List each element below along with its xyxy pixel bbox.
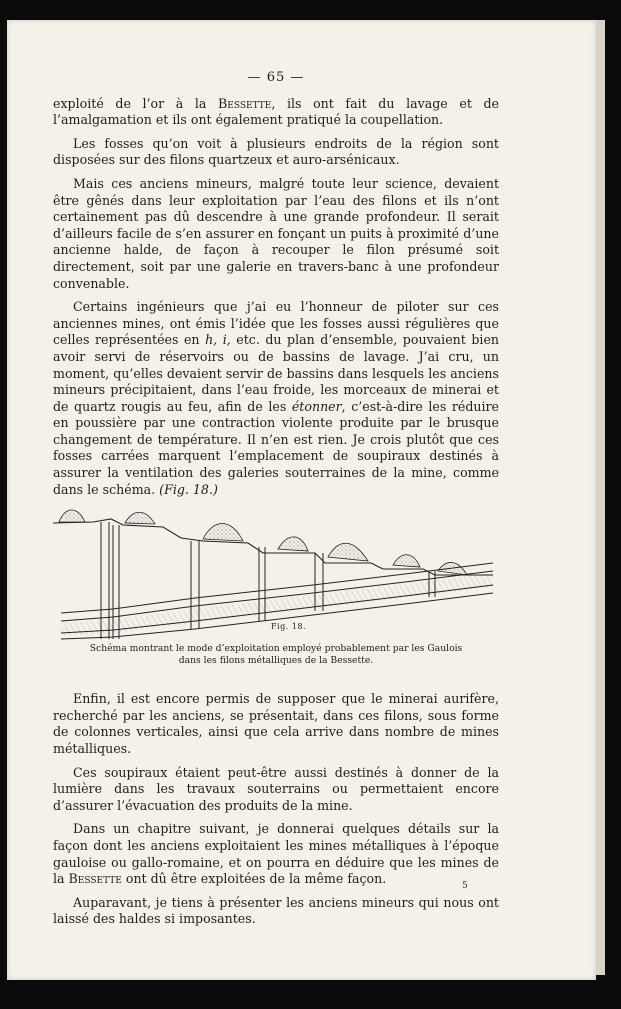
figure-18 <box>53 505 499 665</box>
haldes-mounds <box>59 510 467 575</box>
paragraph-6: Ces soupiraux étaient peut-être aussi destinés à donner de la lumière dans les travaux souterrains ou permettaient encore d’assurer l’évacuation des produits de la mine. <box>53 764 499 813</box>
signature-mark: 5 <box>462 881 468 891</box>
italic-word: étonner <box>291 398 342 414</box>
paragraph-8: Auparavant, je tiens à présenter les anciens mineurs qui nous ont laissé des haldes si imposantes. <box>53 894 499 927</box>
place-name: Bessette <box>218 95 272 111</box>
figure-caption: Schéma montrant le mode d’exploitation employé probablement par les Gaulois dans les filons métalliques de la Bessette. <box>89 643 463 666</box>
figure-label: Fig. 18. <box>271 622 307 632</box>
paragraph-1: exploité de l’or à la Bessette, ils ont fait du lavage et de l’amalgamation et ils ont également pratiqué la coupellation. <box>53 95 499 128</box>
page-content <box>53 70 499 935</box>
place-name: Bessette <box>68 871 122 887</box>
page-edge <box>596 20 605 975</box>
paragraph-4: Certains ingénieurs que j’ai eu l’honneur de piloter sur ces anciennes mines, ont émis l’idée que les fosses aussi régulières que celles représentées en h, i, etc. du plan d’ensemble, pouvaient bien avoir servi de réservoirs ou de bassins de lavage. J’ai cru, un moment, qu’elles devaient servir de bassins dans lesquels les anciens mineurs précipitaient, dans l’eau froide, les morceaux de minerai et de quartz rougis au feu, afin de les étonner, c’est-à-dire les réduire en poussière par une contraction violente produite par le brusque changement de température. Il n’en est rien. Je crois plutôt que ces fosses carrées marquent l’emplacement de soupiraux destinés à assurer la ventilation des galeries souterraines de la mine, comme dans le schéma. (Fig. 18.) <box>53 299 500 497</box>
italic-letters: h, i, <box>205 332 231 348</box>
paragraph-5: Enfin, il est encore permis de supposer que le minerai aurifère, recherché par les anciens, se présentait, dans ces filons, sous forme de colonnes verticales, ainsi que cela arrive dans nombre de mines métalliques. <box>53 691 499 757</box>
paragraph-7: Dans un chapitre suivant, je donnerai quelques détails sur la façon dont les anciens exploitaient les mines métalliques à l’époque gauloise ou gallo-romaine, et on pourra en déduire que les mines de la Bessette ont dû être exploitées de la même façon. <box>53 821 499 887</box>
paragraph-2: Les fosses qu’on voit à plusieurs endroits de la région sont disposées sur des filons quartzeux et auro-arsénicaux. <box>53 135 499 168</box>
page-number: — 65 — <box>247 70 305 85</box>
figure-reference: (Fig. 18.) <box>159 481 218 497</box>
paragraph-3: Mais ces anciens mineurs, malgré toute leur science, devaient être gênés dans leur exploitation par l’eau des filons et ils n’ont certainement pas dû descendre à une grande profondeur. Il serait d’ailleurs facile de s’en assurer en fonçant un puits à proximité d’une ancienne halde, de façon à recouper le filon présumé soit directement, soit par une galerie en travers-banc à une profondeur convenable. <box>53 175 499 291</box>
